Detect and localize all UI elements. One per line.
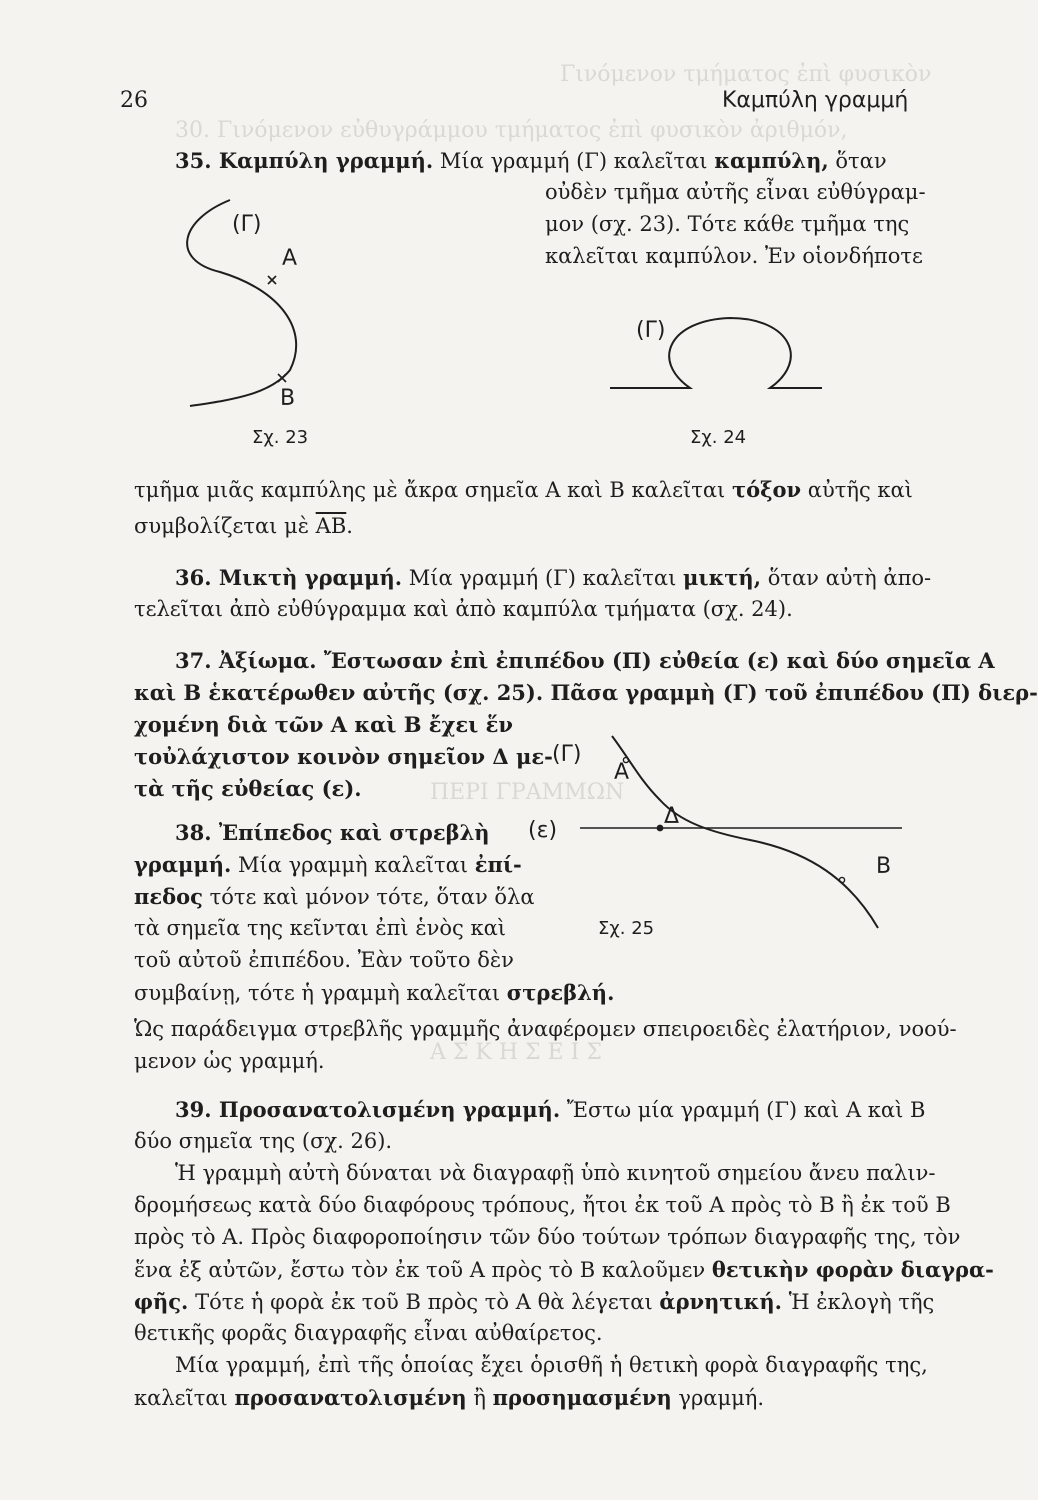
text-line: τὰ τῆς εὐθείας (ε). (134, 776, 362, 801)
text-run: Μία γραμμή (Γ) καλεῖται (408, 566, 677, 590)
bleed-through-text: ΠΕΡΙ ΓΡΑΜΜΩΝ (430, 780, 625, 805)
text-run: ὅταν (835, 149, 887, 173)
section-title: Προσανατολισμένη γραμμή. (218, 1097, 561, 1122)
text-line (134, 1289, 934, 1315)
text-line: Μία γραμμή, ἐπὶ τῆς ὁποίας ἔχει ὁρισθῆ ἡ θετικὴ φορὰ διαγραφῆς της, (175, 1353, 928, 1377)
text-line (134, 514, 353, 539)
text-line: Ὡς παράδειγμα στρεβλῆς γραμμῆς ἀναφέρομεν σπειροειδὲς ἐλατήριον, νοού- (134, 1017, 957, 1041)
defined-term: τόξον (731, 477, 802, 502)
section-number: 36 (175, 565, 205, 590)
section-number: 38 (175, 820, 205, 845)
text-run: Ἡ ἐκλογὴ τῆς (788, 1290, 935, 1314)
text-run: συμβολίζεται μὲ (134, 514, 309, 538)
text-line (134, 852, 522, 878)
text-line: χομένη διὰ τῶν Α καὶ Β ἔχει ἕν (134, 712, 513, 737)
text-line (134, 1257, 994, 1283)
point-a-mark (268, 276, 276, 284)
text-line (134, 1385, 764, 1411)
bleed-through-text: 30. Γινόμενον εὐθυγράμμου τμήματος ἐπὶ φυσικὸν ἀριθμόν, (175, 118, 848, 143)
point-b-mark (278, 374, 286, 382)
bleed-through-text: Α Σ Κ Η Σ Ε Ι Σ (430, 1040, 602, 1065)
text-line (134, 884, 535, 910)
label-curve-gamma: (Γ) (232, 212, 262, 237)
section-title: Καμπύλη γραμμή. (218, 148, 434, 173)
defined-term: ἐπί- (474, 852, 522, 877)
section-title: Ἐπίπεδος καὶ στρεβλὴ (218, 820, 490, 845)
figure-23 (150, 160, 350, 420)
text-run: Ἔστω μία γραμμή (Γ) καὶ Α καὶ Β (566, 1098, 926, 1122)
page-number: 26 (120, 88, 148, 113)
defined-term: προσημασμένη (492, 1385, 672, 1410)
text-run: Μία γραμμή (Γ) καλεῖται (439, 149, 708, 173)
defined-term: θετικὴν φορὰν διαγρα- (711, 1257, 994, 1282)
text-run: Τότε ἡ φορὰ ἐκ τοῦ Β πρὸς τὸ Α θὰ λέγεται (195, 1290, 653, 1314)
label-point-b: Β (280, 386, 296, 411)
defined-term: πεδος (134, 884, 203, 909)
text-run: ἕνα ἐξ αὐτῶν, ἔστω τὸν ἐκ τοῦ Α πρὸς τὸ Β καλοῦμεν (134, 1258, 706, 1282)
text-run: ἢ (473, 1386, 486, 1410)
section-number: 37 (175, 648, 205, 673)
figure-24 (590, 300, 840, 410)
label-curve-gamma: (Γ) (552, 742, 582, 767)
text-run: . (346, 514, 353, 538)
label-point-b: Β (876, 854, 892, 879)
text-run: αὐτῆς καὶ (807, 478, 913, 502)
text-line: καὶ Β ἑκατέρωθεν αὐτῆς (σχ. 25). Πᾶσα γραμμὴ (Γ) τοῦ ἐπιπέδου (Π) διερ- (134, 680, 1038, 705)
section-36-line: 36. Μικτὴ γραμμή. Μία γραμμή (Γ) καλεῖται μικτή, ὅταν αὐτὴ ἀπο- (175, 565, 932, 590)
section-number: 35 (175, 148, 205, 173)
label-point-d: Δ (664, 804, 680, 829)
section-number: 39 (175, 1097, 205, 1122)
text-line (134, 477, 913, 503)
text-line: τοὐλάχιστον κοινὸν σημεῖον Δ με- (134, 744, 553, 769)
text-line: τὰ σημεῖα της κεῖνται ἐπὶ ἑνὸς καὶ (134, 916, 506, 940)
running-title: Καμπύλη γραμμή (722, 88, 909, 113)
curve-gamma (612, 736, 878, 928)
label-curve-gamma: (Γ) (636, 318, 666, 343)
text-run: τότε καὶ μόνον τότε, ὅταν ὅλα (209, 885, 535, 909)
defined-term: μικτή, (683, 565, 762, 590)
text-line: τοῦ αὐτοῦ ἐπιπέδου. Ἐὰν τοῦτο δὲν (134, 948, 514, 972)
text-line: καλεῖται καμπύλον. Ἐν οἱονδήποτε (545, 244, 923, 268)
text-run: συμβαίνῃ, τότε ἡ γραμμὴ καλεῖται (134, 981, 501, 1005)
figure-caption: Σχ. 25 (598, 918, 655, 939)
text-line: πρὸς τὸ Α. Πρὸς διαφοροποίησιν τῶν δύο τούτων τρόπων διαγραφῆς της, τὸν (134, 1225, 961, 1249)
defined-term: στρεβλή. (506, 980, 615, 1005)
text-line: δύο σημεῖα της (σχ. 26). (134, 1129, 393, 1153)
defined-term: καμπύλη, (714, 148, 829, 173)
arc-symbol: $\overline{AB}$ (315, 514, 347, 538)
text-run: γραμμή. (678, 1386, 765, 1410)
text-run: ὅταν αὐτὴ ἀπο- (767, 566, 932, 590)
text-line: θετικῆς φορᾶς διαγραφῆς εἶναι αὐθαίρετος. (134, 1321, 603, 1345)
text-line (134, 980, 614, 1006)
text-line: οὐδὲν τμῆμα αὐτῆς εἶναι εὐθύγραμ- (545, 180, 926, 204)
text-run: τμῆμα μιᾶς καμπύλης μὲ ἄκρα σημεῖα Α καὶ Β καλεῖται (134, 478, 726, 502)
section-35-line: 35. Καμπύλη γραμμή. Μία γραμμή (Γ) καλεῖται καμπύλη, ὅταν (175, 148, 887, 173)
text-run: Μία γραμμὴ καλεῖται (238, 853, 468, 877)
text-run: καλεῖται (134, 1386, 228, 1410)
text-line: μον (σχ. 23). Τότε κάθε τμῆμα της (545, 212, 910, 236)
figure-caption: Σχ. 24 (690, 427, 747, 448)
text-line: μενον ὡς γραμμή. (134, 1049, 325, 1073)
section-title: Ἀξίωμα. (218, 648, 317, 673)
bleed-through-text: Γινόμενον τμήματος ἐπὶ φυσικὸν (560, 62, 932, 87)
label-point-a: Α (614, 760, 630, 785)
defined-term: προσανατολισμένη (234, 1385, 467, 1410)
text-line: Ἡ γραμμὴ αὐτὴ δύναται νὰ διαγραφῇ ὑπὸ κινητοῦ σημείου ἄνευ παλιν- (175, 1161, 936, 1185)
text-line: τελεῖται ἀπὸ εὐθύγραμμα καὶ ἀπὸ καμπύλα τμήματα (σχ. 24). (134, 597, 793, 621)
section-38-line: 38. Ἐπίπεδος καὶ στρεβλὴ (175, 820, 490, 845)
defined-term: ἀρνητική. (659, 1289, 782, 1314)
section-title: γραμμή. (134, 852, 232, 877)
section-37-line: 37. Ἀξίωμα. Ἔστωσαν ἐπὶ ἐπιπέδου (Π) εὐθεία (ε) καὶ δύο σημεῖα Α (175, 648, 995, 673)
label-line-epsilon: (ε) (528, 818, 558, 843)
text-line: δρομήσεως κατὰ δύο διαφόρους τρόπους, ἤτοι ἐκ τοῦ Α πρὸς τὸ Β ἢ ἐκ τοῦ Β (134, 1193, 951, 1217)
section-title: Μικτὴ γραμμή. (218, 565, 403, 590)
figure-caption: Σχ. 23 (252, 427, 309, 448)
text-run: Ἔστωσαν ἐπὶ ἐπιπέδου (Π) εὐθεία (ε) καὶ δύο σημεῖα Α (323, 648, 995, 673)
section-39-line: 39. Προσανατολισμένη γραμμή. Ἔστω μία γραμμή (Γ) καὶ Α καὶ Β (175, 1097, 926, 1122)
defined-term: φῆς. (134, 1289, 189, 1314)
label-point-a: Α (282, 246, 298, 271)
point-d (657, 825, 664, 832)
